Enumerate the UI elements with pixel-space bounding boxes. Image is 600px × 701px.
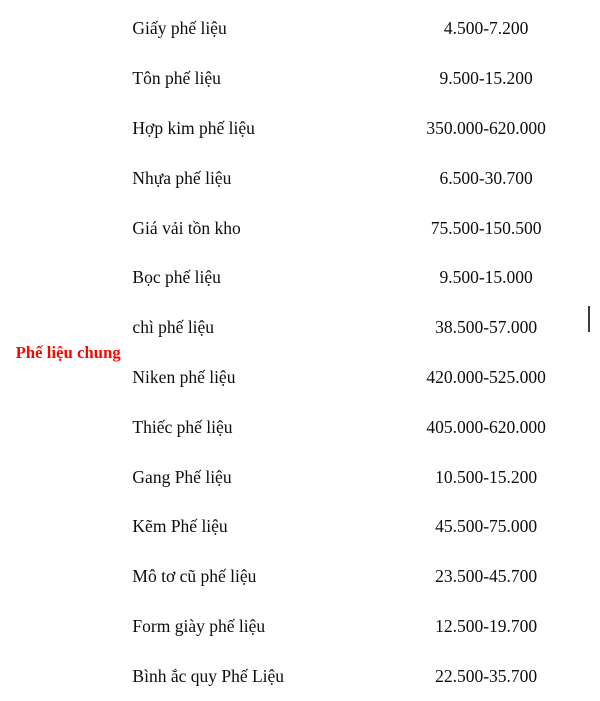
item-price-cell: 9.500-15.000: [439, 267, 533, 288]
item-price-cell: 9.500-15.200: [439, 68, 533, 89]
item-name-cell: Thiếc phế liệu: [132, 416, 233, 437]
item-price-cell: 420.000-525.000: [426, 366, 546, 387]
category-cell: [4, 4, 132, 701]
item-price-cell: 6.500-30.700: [439, 167, 533, 188]
item-price-cell: 75.500-150.500: [430, 217, 542, 238]
item-name-cell: Bọc phế liệu: [132, 267, 221, 288]
item-price-cell: 22.500-35.700: [435, 665, 538, 686]
item-price-cell: 4.500-7.200: [443, 18, 529, 39]
item-price-cell: 38.500-57.000: [435, 317, 538, 338]
item-name-cell: Bình ắc quy Phế Liệu: [132, 665, 285, 686]
item-price-cell: 405.000-620.000: [426, 416, 546, 437]
item-name-cell: Giá vải tồn kho: [132, 217, 241, 238]
category-label: Phế liệu chung: [15, 342, 121, 362]
scrap-price-table: [4, 4, 592, 701]
item-name-cell: Niken phế liệu: [132, 366, 236, 387]
item-name-cell: Giấy phế liệu: [132, 18, 227, 39]
item-name-cell: Kẽm Phế liệu: [132, 516, 228, 537]
item-name-cell: chì phế liệu: [132, 317, 215, 338]
right-edge-artifact: [588, 306, 590, 332]
item-price-cell: 12.500-19.700: [435, 615, 538, 636]
item-name-cell: Gang Phế liệu: [132, 466, 232, 487]
item-name-cell: Hợp kim phế liệu: [132, 117, 255, 138]
item-name-cell: Form giày phế liệu: [132, 615, 266, 636]
item-name-cell: Mô tơ cũ phế liệu: [132, 566, 257, 587]
item-name-cell: Tôn phế liệu: [132, 68, 221, 89]
item-price-cell: 23.500-45.700: [435, 566, 538, 587]
table-body: [4, 4, 592, 701]
item-name-cell: Nhựa phế liệu: [132, 167, 232, 188]
item-price-cell: 45.500-75.000: [435, 516, 538, 537]
item-price-cell: 10.500-15.200: [435, 466, 538, 487]
table-row: [4, 4, 592, 54]
item-price-cell: 350.000-620.000: [426, 117, 546, 138]
